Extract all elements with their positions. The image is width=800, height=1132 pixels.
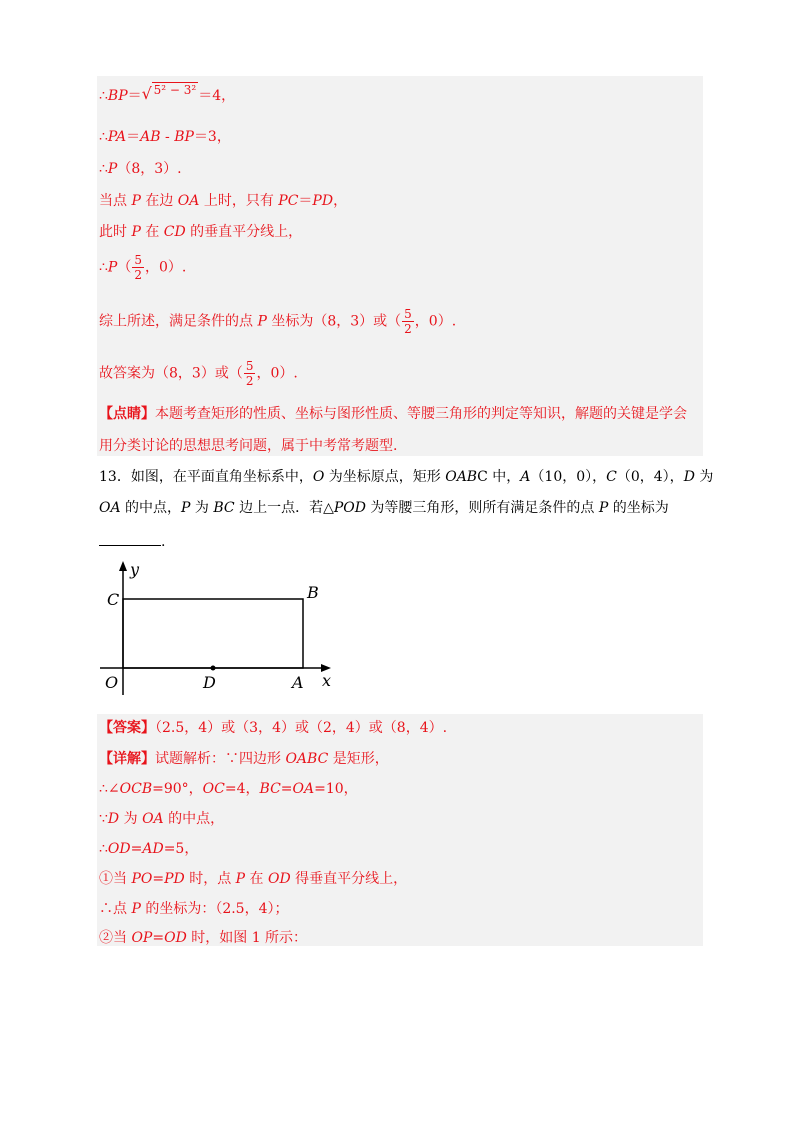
answer-blank [99, 531, 161, 546]
text: ，0）. [256, 365, 298, 382]
b-label: B [307, 583, 319, 602]
text: 的中点， [120, 500, 182, 516]
solution-line [99, 83, 236, 106]
text: P [235, 871, 246, 887]
solution-line [99, 191, 347, 211]
text: P [598, 500, 609, 516]
text: ＝ [127, 88, 142, 104]
text: OA [292, 781, 315, 797]
a-label: A [292, 673, 304, 692]
text: 为坐标原点，矩形 [324, 469, 446, 485]
text: ∴ [99, 129, 108, 145]
solution-line [99, 159, 182, 179]
text: P [131, 901, 141, 917]
text: （ [117, 259, 132, 276]
text: OA [177, 193, 200, 209]
text: 用分类讨论的思想思考问题，属于中考常考题型. [99, 438, 398, 454]
text: POD [333, 500, 366, 516]
solution-line [99, 809, 224, 829]
text: ∴ [99, 88, 108, 104]
denominator: 2 [134, 268, 142, 282]
solution-line [99, 222, 302, 242]
text: PC [278, 193, 299, 209]
rectangle-oabc [123, 599, 303, 668]
numerator: 5 [245, 359, 254, 373]
text: C 中， [477, 469, 521, 485]
text: 的坐标为：（2.5，4）； [140, 901, 289, 917]
comment-line [99, 436, 397, 456]
text: OD [164, 930, 187, 946]
text: =5， [163, 841, 199, 857]
text: ∵ [99, 811, 108, 827]
text: P [181, 500, 191, 516]
text: 本题考查矩形的性质、坐标与图形性质、等腰三角形的判定等知识，解题的关键是学会 [155, 406, 687, 422]
text: C [606, 469, 617, 485]
text: 是矩形， [328, 751, 389, 767]
text: D [683, 469, 695, 485]
text: 在边 [140, 193, 178, 209]
text: D [107, 811, 120, 827]
text: ＝ [298, 193, 313, 209]
solution-line [99, 307, 456, 336]
text: ， [333, 193, 348, 209]
text: ∴ [99, 259, 108, 276]
solution-line [99, 253, 186, 282]
coordinate-figure [95, 555, 345, 700]
text: BC [259, 781, 281, 797]
text: 坐标为（8，3）或（ [266, 313, 402, 330]
text: P [257, 313, 267, 330]
text: ，0）. [414, 313, 457, 330]
text: =90°， [152, 781, 203, 797]
text: （8，3）. [117, 161, 182, 177]
solution-line [99, 779, 358, 799]
solution-line [99, 127, 231, 147]
text: 的中点， [163, 811, 225, 827]
text: 为 [119, 811, 143, 827]
text: P [107, 161, 118, 177]
text: 13．如图，在平面直角坐标系中， [99, 469, 313, 485]
text: ①当 [99, 871, 132, 887]
denominator: 2 [245, 374, 254, 388]
text: OA [142, 811, 164, 827]
square-root: √ 5² − 3² [141, 83, 197, 103]
text: =10， [314, 781, 358, 797]
text: OCB [119, 781, 153, 797]
text: =4， [224, 781, 260, 797]
text: BP [107, 88, 128, 104]
detail-tag: 【详解】 [99, 751, 155, 767]
text: ，0）. [144, 259, 187, 276]
o-label: O [105, 673, 119, 692]
text: 综上所述，满足条件的点 [99, 313, 258, 330]
text: = [152, 871, 165, 887]
y-label: y [130, 560, 140, 579]
text: . [161, 534, 166, 550]
text: OC [202, 781, 225, 797]
text: AD [142, 841, 164, 857]
comment-tag: 【点睛】 [99, 406, 155, 422]
solution-line [99, 869, 407, 889]
text: PD [164, 871, 185, 887]
denominator: 2 [404, 322, 412, 336]
text: 故答案为（8，3）或（ [99, 365, 243, 382]
text: 在 [245, 871, 268, 887]
text: 的坐标为 [608, 500, 669, 516]
text: = [152, 930, 165, 946]
fraction [244, 359, 256, 388]
text: 的垂直平分线上， [185, 224, 303, 240]
question-line [99, 498, 669, 518]
fraction [402, 307, 414, 336]
d-label: D [203, 673, 216, 692]
text: OABC [285, 751, 329, 767]
text: 时，如图 1 所示： [186, 930, 308, 946]
solution-line [99, 839, 198, 859]
text: PO [131, 871, 153, 887]
solution-line [99, 718, 447, 738]
text: CD [163, 224, 186, 240]
text: ②当 [99, 930, 132, 946]
numerator: 5 [404, 307, 412, 321]
text: ∴点 [99, 901, 132, 917]
point-d [211, 666, 216, 671]
text: = [280, 781, 293, 797]
text: ＝3， [193, 129, 231, 145]
text: PD [312, 193, 334, 209]
text: 在 [140, 224, 164, 240]
text: OD [267, 871, 291, 887]
text: ∴ [99, 161, 108, 177]
text: AB [140, 129, 161, 145]
question-line [99, 467, 713, 487]
text: OAB [445, 469, 478, 485]
text: ∴∠ [99, 781, 120, 797]
text: （2.5，4）或（3，4）或（2，4）或（8，4）. [155, 720, 448, 736]
text: PA [107, 129, 127, 145]
text: 试题解析：∵四边形 [155, 751, 286, 767]
text: BP [174, 129, 194, 145]
text: P [107, 259, 118, 276]
x-label: x [322, 671, 332, 690]
text: 得垂直平分线上， [290, 871, 408, 887]
solution-line [99, 928, 307, 948]
y-axis-arrow [119, 561, 127, 571]
question-line [99, 531, 165, 552]
text: 此时 [99, 224, 132, 240]
text: 为等腰三角形，则所有满足条件的点 [365, 500, 599, 516]
text: 为 [694, 469, 714, 485]
text: P [131, 224, 141, 240]
solution-line [99, 749, 389, 769]
text: 当点 [99, 193, 132, 209]
text: ∴ [99, 841, 108, 857]
text: OA [99, 500, 121, 516]
comment-line [99, 404, 687, 424]
radicand: 5² − 3² [153, 83, 197, 97]
solution-line [99, 899, 289, 919]
text: BC [213, 500, 235, 516]
text: O [312, 469, 325, 485]
c-label: C [107, 590, 120, 609]
text: - [160, 129, 175, 145]
text: = [130, 841, 143, 857]
numerator: 5 [134, 253, 142, 267]
answer-tag: 【答案】 [99, 720, 155, 736]
text: OP [131, 930, 153, 946]
solution-line [99, 359, 298, 388]
text: 时，点 [184, 871, 236, 887]
text: 为 [190, 500, 214, 516]
text: P [131, 193, 141, 209]
text: 上时，只有 [199, 193, 279, 209]
text: ＝ [126, 129, 141, 145]
text: OD [107, 841, 131, 857]
text: 边上一点．若△ [234, 500, 334, 516]
text: （10，0）， [530, 469, 607, 485]
text: （0，4）， [616, 469, 684, 485]
text: ＝4， [198, 88, 236, 104]
text: A [520, 469, 531, 485]
fraction [132, 253, 144, 282]
